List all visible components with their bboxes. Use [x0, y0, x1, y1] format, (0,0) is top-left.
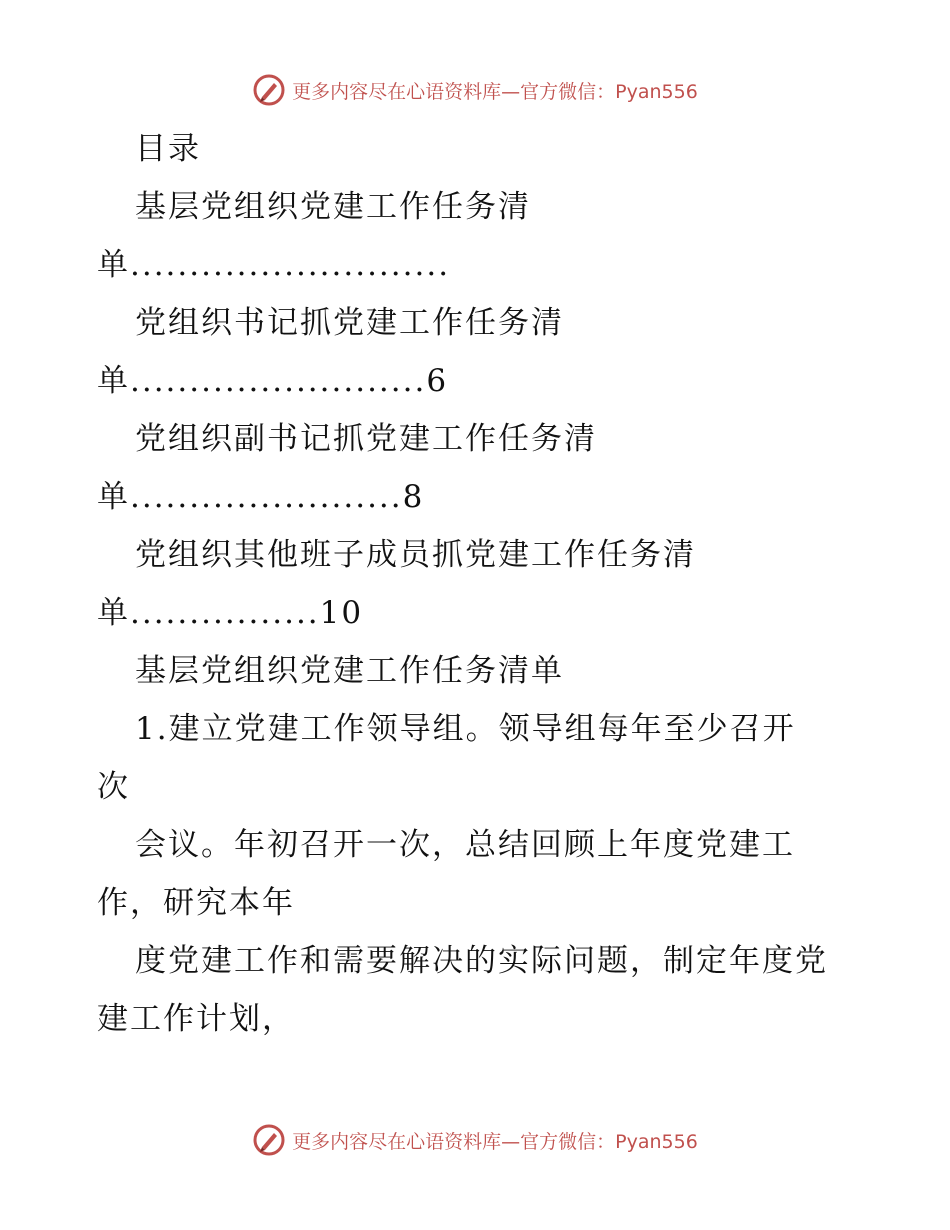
watermark-text: 更多内容尽在心语资料库—官方微信：Pyan556 — [292, 1130, 698, 1153]
document-line: 单.........................6 — [97, 363, 449, 399]
document-line: 基层党组织党建工作任务清 — [135, 189, 531, 225]
pen-logo-icon — [252, 1123, 286, 1157]
header-watermark — [0, 70, 950, 110]
document-body — [97, 120, 887, 1048]
document-line: 单........................... — [97, 247, 451, 283]
document-line: 作，研究本年 — [97, 885, 295, 921]
watermark-text: 更多内容尽在心语资料库—官方微信：Pyan556 — [292, 80, 698, 103]
document-line: 党组织书记抓党建工作任务清 — [135, 305, 564, 341]
document-line: 次 — [97, 769, 130, 805]
pen-logo-icon — [252, 73, 286, 107]
footer-watermark — [0, 1120, 950, 1160]
document-line: 度党建工作和需要解决的实际问题，制定年度党 — [135, 943, 828, 979]
document-line: 建工作计划， — [97, 1001, 295, 1037]
document-line: 会议。年初召开一次，总结回顾上年度党建工 — [135, 827, 795, 863]
document-line: 党组织副书记抓党建工作任务清 — [135, 421, 597, 457]
document-line: 党组织其他班子成员抓党建工作任务清 — [135, 537, 696, 573]
document-line: 单................10 — [97, 595, 364, 631]
document-line: 基层党组织党建工作任务清单 — [135, 653, 564, 689]
document-line: 目录 — [135, 131, 201, 167]
document-line: 1.建立党建工作领导组。领导组每年至少召开 — [135, 711, 796, 747]
document-line: 单.......................8 — [97, 479, 425, 515]
